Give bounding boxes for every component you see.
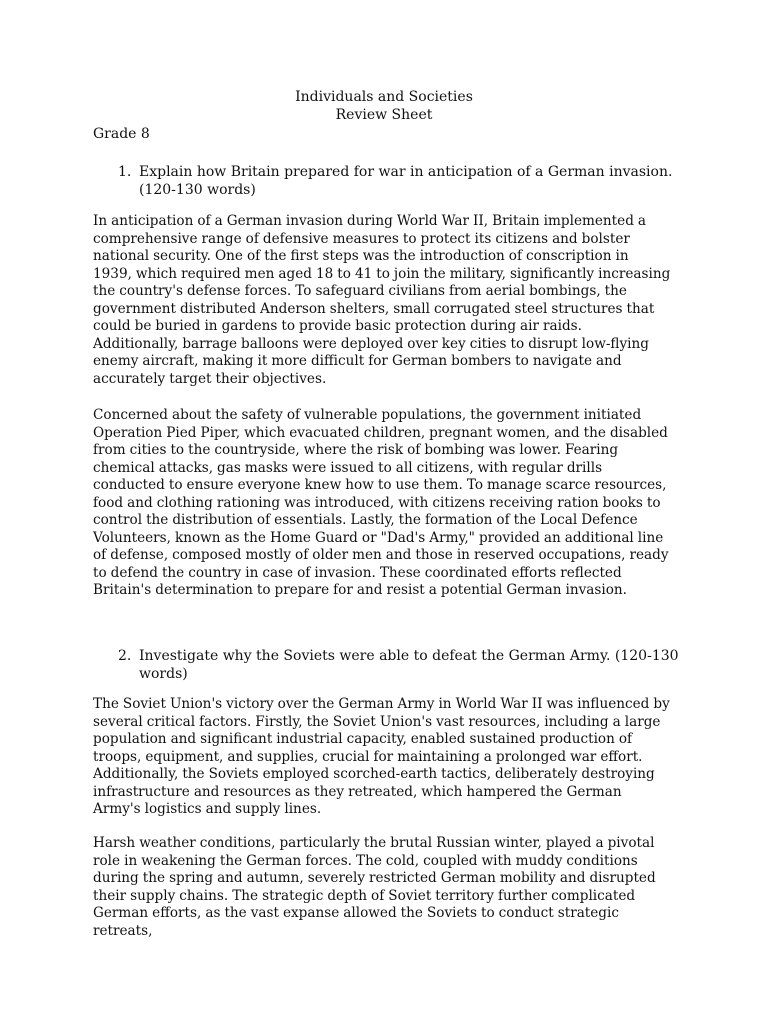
answer-1-paragraph-1: In anticipation of a German invasion during World War II, Britain implemented a comprehensive range of defensive measures to protect its citizens and bolster national security. One of the first steps was the introduction of conscription in 1939, which required men aged 18 to 41 to join the military, significantly increasing the country's defense forces. To safeguard civilians from aerial bombings, the government distributed Anderson shelters, small corrugated steel structures that could be buried in gardens to provide basic protection during air raids. Additionally, barrage balloons were deployed over key cities to disrupt low-flying enemy aircraft, making it more difficult for German bombers to navigate and accurately target their objectives. [93,213,671,387]
grade-label: Grade 8 [93,126,150,142]
question-2-prompt: Investigate why the Soviets were able to defeat the German Army. (120-130 words) [139,648,679,682]
subject-title: Individuals and Societies [295,89,473,105]
question-1-number: 1. [118,164,132,180]
question-1-prompt: Explain how Britain prepared for war in anticipation of a German invasion. (120-130 words) [139,164,673,198]
answer-1-paragraph-2: Concerned about the safety of vulnerable populations, the government initiated Operation Pied Piper, which evacuated children, pregnant women, and the disabled from cities to the countryside, where the risk of bombing was lower. Fearing chemical attacks, gas masks were issued to all citizens, with regular drills conducted to ensure everyone knew how to use them. To manage scarce resources, food and clothing rationing was introduced, with citizens receiving ration books to control the distribution of essentials. Lastly, the formation of the Local Defence Volunteers, known as the Home Guard or "Dad's Army," provided an additional line of defense, composed mostly of older men and those in reserved occupations, ready to defend the country in case of invasion. These coordinated efforts reflected Britain's determination to prepare for and resist a potential German invasion. [93,407,669,598]
sheet-title: Review Sheet [335,107,433,123]
answer-2-paragraph-2: Harsh weather conditions, particularly the brutal Russian winter, played a pivotal role in weakening the German forces. The cold, coupled with muddy conditions during the spring and autumn, severely restricted German mobility and disrupted their supply chains. The strategic depth of Soviet territory further complicated German efforts, as the vast expanse allowed the Soviets to conduct strategic retreats, [93,835,656,939]
question-2 [93,647,683,687]
answer-2-paragraph-1: The Soviet Union's victory over the German Army in World War II was influenced by several critical factors. Firstly, the Soviet Union's vast resources, including a large population and significant industrial capacity, enabled sustained production of troops, equipment, and supplies, crucial for maintaining a prolonged war effort. Additionally, the Soviets employed scorched-earth tactics, deliberately destroying infrastructure and resources as they retreated, which hampered the German Army's logistics and supply lines. [93,696,670,817]
question-2-number: 2. [118,648,132,664]
question-1 [93,163,683,203]
